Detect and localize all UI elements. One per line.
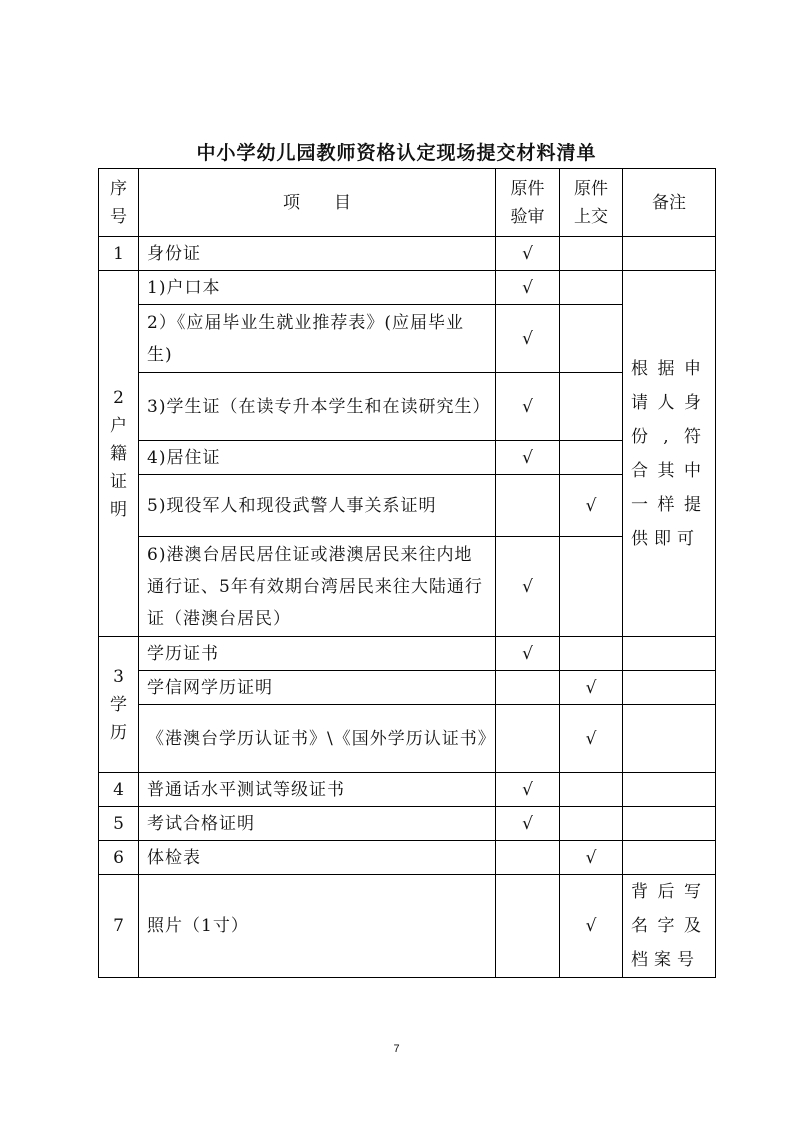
row-item: 普通话水平测试等级证书 <box>139 773 496 807</box>
row-item: 4)居住证 <box>139 441 496 475</box>
check-mark: √ <box>496 237 560 271</box>
check-mark: √ <box>560 475 623 537</box>
table-row <box>99 773 716 807</box>
check-mark: √ <box>560 705 623 773</box>
empty-cell <box>560 537 623 637</box>
row-seq: 7 <box>99 875 139 978</box>
materials-table <box>98 168 716 978</box>
row-item: 2）《应届毕业生就业推荐表》(应届毕业生) <box>139 305 496 373</box>
group-seq-household: 2 户 籍 证 明 <box>99 271 139 637</box>
row-item: 学信网学历证明 <box>139 671 496 705</box>
header-row <box>99 169 716 237</box>
empty-cell <box>496 475 560 537</box>
empty-cell <box>560 373 623 441</box>
page-title: 中小学幼儿园教师资格认定现场提交材料清单 <box>196 142 597 164</box>
row-item: 考试合格证明 <box>139 807 496 841</box>
row-item: 3)学生证（在读专升本学生和在读研究生） <box>139 373 496 441</box>
check-mark: √ <box>496 537 560 637</box>
empty-cell <box>496 841 560 875</box>
row-item: 《港澳台学历认证书》\《国外学历认证书》 <box>139 705 496 773</box>
empty-cell <box>560 773 623 807</box>
table-row <box>99 671 716 705</box>
check-mark: √ <box>496 373 560 441</box>
check-mark: √ <box>560 841 623 875</box>
empty-cell <box>560 305 623 373</box>
header-note: 备注 <box>623 169 716 237</box>
table-row <box>99 637 716 671</box>
table-row <box>99 807 716 841</box>
page-number: 7 <box>393 1043 400 1055</box>
empty-cell <box>560 441 623 475</box>
empty-cell <box>623 237 716 271</box>
check-mark: √ <box>496 305 560 373</box>
table-row <box>99 271 716 305</box>
row-seq: 6 <box>99 841 139 875</box>
header-item: 项 目 <box>139 169 496 237</box>
empty-cell <box>496 671 560 705</box>
empty-cell <box>623 773 716 807</box>
empty-cell <box>623 637 716 671</box>
row-note-photo: 背后写名字及档案号 <box>623 875 716 978</box>
check-mark: √ <box>496 807 560 841</box>
table-row <box>99 237 716 271</box>
row-item: 学历证书 <box>139 637 496 671</box>
check-mark: √ <box>496 773 560 807</box>
header-original-verify: 原件 验审 <box>496 169 560 237</box>
empty-cell <box>496 705 560 773</box>
group-note-household: 根据申请人身份,符合其中一样提供即可 <box>623 271 716 637</box>
row-item: 体检表 <box>139 841 496 875</box>
check-mark: √ <box>560 671 623 705</box>
empty-cell <box>560 637 623 671</box>
empty-cell <box>623 841 716 875</box>
empty-cell <box>623 807 716 841</box>
header-original-submit: 原件 上交 <box>560 169 623 237</box>
table-row <box>99 705 716 773</box>
group-seq-education: 3 学 历 <box>99 637 139 773</box>
empty-cell <box>623 705 716 773</box>
row-item: 照片（1寸） <box>139 875 496 978</box>
row-item: 6)港澳台居民居住证或港澳居民来往内地通行证、5年有效期台湾居民来往大陆通行证（港澳台居民） <box>139 537 496 637</box>
check-mark: √ <box>496 441 560 475</box>
row-seq: 5 <box>99 807 139 841</box>
row-item: 5)现役军人和现役武警人事关系证明 <box>139 475 496 537</box>
check-mark: √ <box>560 875 623 978</box>
row-item: 1)户口本 <box>139 271 496 305</box>
table-row <box>99 875 716 978</box>
header-seq: 序 号 <box>99 169 139 237</box>
empty-cell <box>560 237 623 271</box>
empty-cell <box>623 671 716 705</box>
check-mark: √ <box>496 637 560 671</box>
table-row <box>99 841 716 875</box>
empty-cell <box>560 271 623 305</box>
row-seq: 1 <box>99 237 139 271</box>
row-item: 身份证 <box>139 237 496 271</box>
check-mark: √ <box>496 271 560 305</box>
row-seq: 4 <box>99 773 139 807</box>
empty-cell <box>496 875 560 978</box>
empty-cell <box>560 807 623 841</box>
